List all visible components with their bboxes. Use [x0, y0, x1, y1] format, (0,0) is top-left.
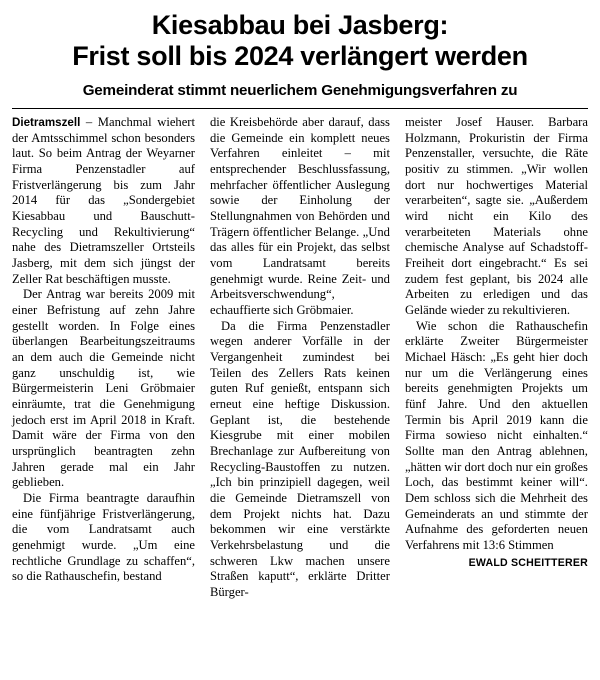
headline-line-2: Frist soll bis 2024 verlängert werden [72, 41, 528, 72]
paragraph-text: – Manchmal wiehert der Amtsschimmel schon besonders laut. So beim Antrag der Weyarner Firma Penzenstadler auf Fristverlängerung bis zum Jahr 2014 für das „Sondergebiet Kiesabbau und Bauschutt-Recycling und Rekultivierung“ nahe des Dietramszeller Ortsteils Jasberg, mit dem sich jüngst der Zeller Rat beschäftigen musste. [12, 114, 195, 286]
article-column-2 [204, 115, 396, 671]
dateline: Dietramszell [12, 115, 81, 129]
paragraph: Die Firma beantragte daraufhin eine fünfjährige Fristverlängerung, die vom Landratsamt auch genehmigt wurde. „Um eine rechtliche Grundlage zu schaffen“, so die Rathauschefin, bestand [12, 490, 195, 584]
author-byline: EWALD SCHEITTERER [468, 556, 588, 569]
paragraph: Der Antrag war bereits 2009 mit einer Befristung auf zehn Jahre gestellt worden. In Folge eines überlangen Bearbeitungszeitraums an dem auch die Gemeinde nicht ganz unschuldig ist, wie Bürgermeisterin Leni Gröbmaier einräumte, trat die Genehmigung jedoch erst im April 2018 in Kraft. Damit wäre der Firma von den ursprünglich beantragten zehn Jahren gerade mal ein Jahr geblieben. [12, 287, 195, 490]
horizontal-divider [12, 108, 588, 109]
paragraph [12, 115, 195, 287]
article-column-1 [12, 115, 204, 671]
headline-line-1: Kiesabbau bei Jasberg: [151, 10, 449, 40]
paragraph: die Kreisbehörde aber darauf, dass die Gemeinde ein komplett neues Verfahren einleitet – mit entsprechender Beschlussfassung, mehrfacher öffentlicher Auslegung sowie der Einholung der Stellungnahmen von Behörden und Trägern öffentlicher Belange. „Und das alles für ein Projekt, das selbst vom Landratsamt bereits genehmigt wurde. Reine Zeit- und Arbeitsverschwendung“, echauffierte sich Gröbmaier. [209, 114, 390, 317]
paragraph: Wie schon die Rathauschefin erklärte Zweiter Bürgermeister Michael Häsch: „Es geht hier doch nur um die Verlängerung eines bereits genehmigten Projekts um fünf Jahre. Und den aktuellen Termin bis April 2019 kann die Firma sowieso nicht einhalten.“ Sollte man den Antrag ablehnen, „hätten wir dort doch nur ein großes Loch, das bestimmt keiner will“. Dem schloss sich die Mehrheit des Gemeinderats an und stimmte der Aufnahme des geforderten neuen Verfahrens mit 13:6 Stimmen [404, 318, 588, 552]
page-title [12, 10, 588, 73]
article-column-3 [396, 115, 588, 671]
paragraph: meister Josef Hauser. Barbara Holzmann, Prokuristin der Firma Penzenstaller, versuchte, die Räte positiv zu stimmen. „Wir wollen dort nur hochwertiges Material verarbeiten“, sagte sie. „Außerdem wird nicht ein Kilo des verarbeiteten Materials ohne chemische Analyse auf Schadstoff-Freiheit dort eingebracht.“ Es sei zudem fest geplant, bis 2024 alle Arbeiten zu erledigen und das Gelände wieder zu rekultivieren. [404, 114, 588, 317]
subheadline: Gemeinderat stimmt neuerlichem Genehmigungsverfahren zu [82, 81, 518, 99]
article-body [12, 115, 588, 671]
paragraph: Da die Firma Penzenstadler wegen anderer Vorfälle in der Vergangenheit zumindest bei Teilen des Zellers Rats keinen guten Ruf genießt, entspann sich erneut eine heftige Diskussion. Geplant ist, die bestehende Kiesgrube mit einer mobilen Brechanlage zur Aufbereitung von Recycling-Baustoffen zu nutzen. „Ich bin prinzipiell dagegen, weil die Gemeinde Dietramszell von dem Projekt nichts hat. Dazu bekommen wir eine verstärkte Verkehrsbelastung und die schweren Lkw machen unsere Straßen kaputt“, erklärte Dritter Bürger- [209, 318, 390, 600]
